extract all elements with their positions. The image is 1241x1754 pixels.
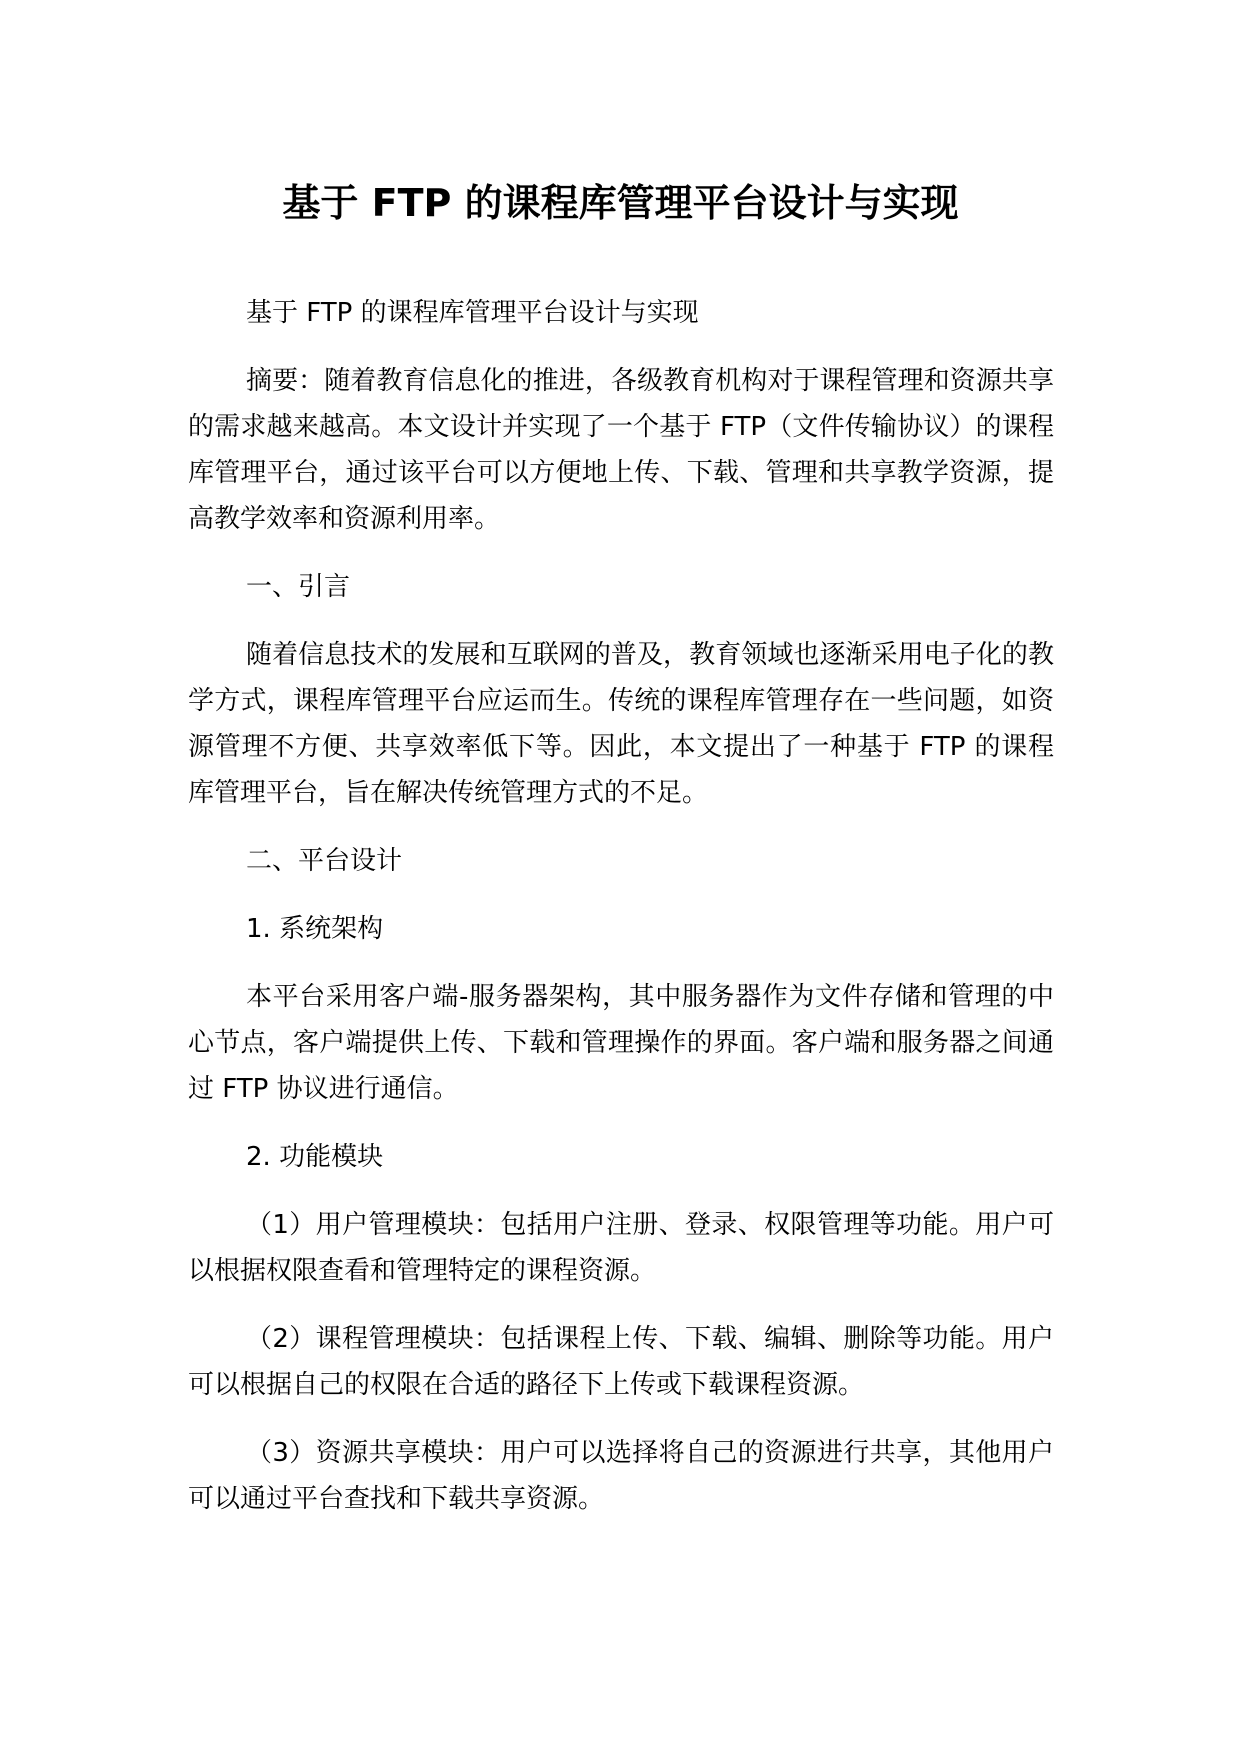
section-heading-introduction: 一、引言 [246,572,351,602]
subtitle-paragraph: 基于 FTP 的课程库管理平台设计与实现 [246,298,699,328]
subsection-heading-modules: 2. 功能模块 [246,1142,384,1172]
subsection-heading-architecture: 1. 系统架构 [246,914,384,944]
module-user-management: （1）用户管理模块：包括用户注册、登录、权限管理等功能。用户可以根据权限查看和管理特定的课程资源。 [188,1210,1054,1286]
module-resource-sharing: （3）资源共享模块：用户可以选择将自己的资源进行共享，其他用户可以通过平台查找和下载共享资源。 [188,1438,1054,1514]
section-heading-platform-design: 二、平台设计 [246,846,403,876]
module-course-management: （2）课程管理模块：包括课程上传、下载、编辑、删除等功能。用户可以根据自己的权限在合适的路径下上传或下载课程资源。 [188,1324,1054,1400]
abstract-paragraph: 摘要：随着教育信息化的推进，各级教育机构对于课程管理和资源共享的需求越来越高。本文设计并实现了一个基于 FTP（文件传输协议）的课程库管理平台，通过该平台可以方便地上传、下载、管理和共享教学资源，提高教学效率和资源利用率。 [188,366,1054,534]
architecture-paragraph: 本平台采用客户端-服务器架构，其中服务器作为文件存储和管理的中心节点，客户端提供上传、下载和管理操作的界面。客户端和服务器之间通过 FTP 协议进行通信。 [188,982,1054,1104]
introduction-paragraph: 随着信息技术的发展和互联网的普及，教育领域也逐渐采用电子化的教学方式，课程库管理平台应运而生。传统的课程库管理存在一些问题，如资源管理不方便、共享效率低下等。因此，本文提出了一种基于 FTP 的课程库管理平台，旨在解决传统管理方式的不足。 [188,640,1054,808]
document-title: 基于 FTP 的课程库管理平台设计与实现 [282,181,959,225]
document-body [188,290,1054,1544]
